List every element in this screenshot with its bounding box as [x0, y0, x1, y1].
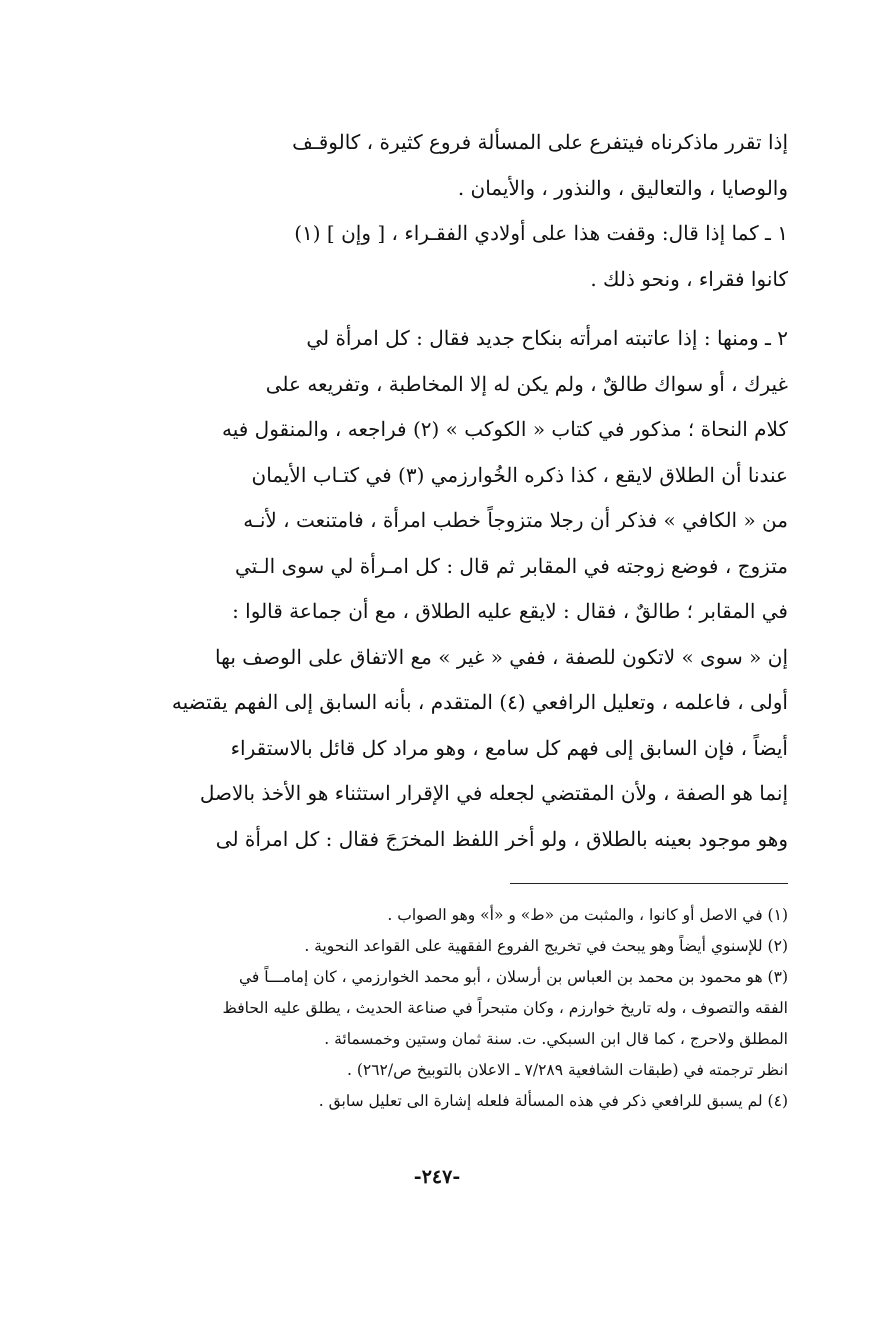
text-line: إنما هو الصفة ، ولأن المقتضي لجعله في الإقرار استثناء هو الأخذ بالاصل	[199, 781, 788, 805]
paragraph-gap	[126, 302, 788, 316]
footnote-divider	[510, 883, 788, 884]
footnote-line: الفقه والتصوف ، وله تاريخ خوارزم ، وكان متبحراً في صناعة الحديث ، يطلق عليه الحافظ	[222, 999, 788, 1017]
text-line: إذا تقرر ماذكرناه فيتفرع على المسألة فروع كثيرة ، كالوقـف	[292, 130, 788, 154]
footnote-line: (٢) للإسنوي أيضاً وهو يبحث في تخريج الفروع الفقهية على القواعد النحوية .	[304, 937, 788, 955]
text-line: متزوج ، فوضع زوجته في المقابر ثم قال : كل امـرأة لي سوى الـتي	[234, 553, 788, 578]
text-line: وهو موجود بعينه بالطلاق ، ولو أخر اللفظ المخرَجَ فقال : كل امرأة لى	[215, 826, 788, 851]
text-line: عندنا أن الطلاق لايقع ، كذا ذكره الخُوارزمي (٣) في كتـاب الأيمان	[251, 462, 788, 487]
footnote-line: انظر ترجمته في (طبقات الشافعية ٧/٢٨٩ ـ الاعلان بالتوبيخ ص/٢٦٢) .	[346, 1061, 788, 1079]
text-line: كانوا فقراء ، ونحو ذلك .	[590, 266, 788, 291]
text-line: أيضاً ، فإن السابق إلى فهم كل سامع ، وهو مراد كل قائل بالاستقراء	[230, 735, 788, 760]
text-line: غيرك ، أو سواك طالقٌ ، ولم يكن له إلا المخاطبة ، وتفريعه على	[265, 371, 788, 396]
footnote-line: (١) في الاصل أو كانوا ، والمثبت من «ط» و «أ» وهو الصواب .	[387, 906, 788, 924]
text-line: والوصايا ، والتعاليق ، والنذور ، والأيمان .	[457, 175, 788, 200]
footnote-line: (٣) هو محمود بن محمد بن العباس بن أرسلان ، أبو محمد الخوارزمي ، كان إمامـــاً في	[239, 968, 788, 986]
footnote-line: (٤) لم يسبق للرافعي ذكر في هذه المسألة فلعله إشارة الى تعليل سابق .	[318, 1092, 788, 1110]
main-text	[126, 120, 788, 862]
text-line: أولى ، فاعلمه ، وتعليل الرافعي (٤) المتقدم ، بأنه السابق إلى الفهم يقتضيه	[171, 690, 788, 714]
text-line: من « الكافي » فذكر أن رجلا متزوجاً خطب امرأة ، فامتنعت ، لأنـه	[243, 508, 788, 532]
footnotes	[126, 900, 788, 1117]
text-line: كلام النحاة ؛ مذكور في كتاب « الكوكب » (٢) فراجعه ، والمنقول فيه	[221, 417, 788, 441]
footnote-line: المطلق ولاحرج ، كما قال ابن السبكي. ت. سنة ثمان وستين وخمسمائة .	[324, 1030, 788, 1048]
text-line: ١ ـ كما إذا قال: وقفت هذا على أولادي الفقـراء ، [ وإن ] (١)	[294, 221, 788, 245]
text-line: إن « سوى » لاتكون للصفة ، ففي « غير » مع الاتفاق على الوصف بها	[215, 644, 788, 669]
text-line: ٢ ـ ومنها : إذا عاتبته امرأته بنكاح جديد فقال : كل امرأة لي	[306, 326, 788, 350]
page-number: -٢٤٧-	[413, 1166, 461, 1188]
text-line: في المقابر ؛ طالقٌ ، فقال : لايقع عليه الطلاق ، مع أن جماعة قالوا :	[232, 599, 788, 623]
